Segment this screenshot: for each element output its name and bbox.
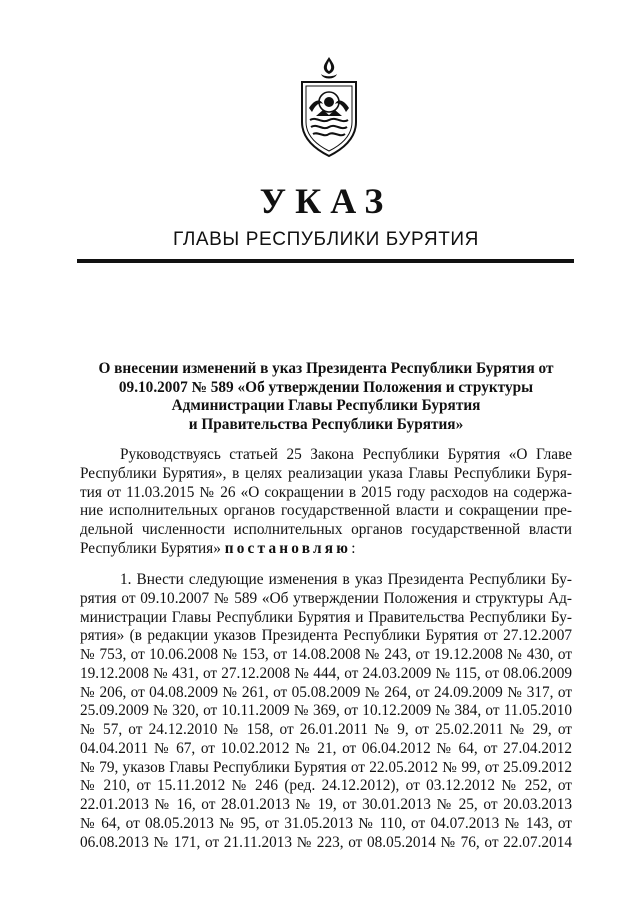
text-line: № 210, от 15.11.2012 № 246 (ред. 24.12.2012), от 03.12.2012 № 252, от [80, 777, 572, 795]
title-line: Администрации Главы Республики Бурятия [171, 397, 481, 414]
text-line: № 206, от 04.08.2009 № 261, от 05.08.2009 № 264, от 24.09.2009 № 317, от [80, 683, 572, 701]
text-fragment: Республики Бурятия» [80, 539, 221, 557]
text-line: рятия от 09.10.2007 № 589 «Об утверждении Положения и структуры Ад- [80, 589, 572, 607]
text-line: министрации Главы Республики Бурятия и Правительства Республики Бу- [80, 608, 572, 626]
text-line: 04.04.2011 № 67, от 10.02.2012 № 21, от 06.04.2012 № 64, от 27.04.2012 [80, 739, 572, 757]
preamble-paragraph [80, 446, 572, 559]
text-line: 06.08.2013 № 171, от 21.11.2013 № 223, от 08.05.2014 № 76, от 22.07.2014 [80, 833, 572, 851]
text-line: Руководствуясь статьей 25 Закона Республики Бурятия «О Главе [120, 446, 572, 463]
document-type: УКАЗ [259, 181, 393, 221]
text-line: № 753, от 10.06.2008 № 153, от 14.08.2008 № 243, от 19.12.2008 № 430, от [80, 646, 572, 663]
document-issuer: ГЛАВЫ РЕСПУБЛИКИ БУРЯТИЯ [173, 229, 479, 250]
text-line: ние исполнительных органов государственной власти и сокращении пре- [80, 502, 572, 520]
text-line: 22.01.2013 № 16, от 28.01.2013 № 19, от 30.01.2013 № 25, от 20.03.2013 [80, 796, 572, 813]
coat-of-arms-emblem [296, 56, 362, 158]
text-line: 1. Внести следующие изменения в указ Президента Республики Бу- [120, 571, 572, 588]
text-line [80, 540, 572, 559]
resolution-keyword: постановляю [224, 539, 352, 557]
text-line: Республики Бурятия», в целях реализации указа Главы Республики Буря- [80, 464, 572, 482]
text-line: 25.09.2009 № 320, от 10.11.2009 № 369, от 10.12.2009 № 384, от 11.05.2010 [80, 702, 572, 720]
text-fragment: : [351, 539, 356, 557]
text-line: 19.12.2008 № 431, от 27.12.2008 № 444, от 24.03.2009 № 115, от 08.06.2009 [80, 664, 572, 682]
text-line: № 79, указов Главы Республики Бурятия от 22.05.2012 № 99, от 25.09.2012 [80, 758, 572, 776]
text-line: № 57, от 24.12.2010 № 158, от 26.01.2011 № 9, от 25.02.2011 № 29, от [80, 721, 572, 738]
title-line: и Правительства Республики Бурятия» [188, 415, 464, 433]
item-1-paragraph [80, 571, 572, 852]
text-line: дельной численности исполнительных органов государственной власти [80, 521, 572, 538]
text-line: тия от 11.03.2015 № 26 «О сокращении в 2015 году расходов на содержа- [80, 483, 572, 501]
title-line: 09.10.2007 № 589 «Об утверждении Положения и структуры [118, 378, 534, 396]
text-line: № 64, от 08.05.2013 № 95, от 31.05.2013 № 110, от 04.07.2013 № 143, от [80, 814, 572, 832]
header-divider [77, 259, 574, 263]
decree-title [78, 360, 574, 434]
text-line: рятия» (в редакции указов Президента Республики Бурятия от 27.12.2007 [80, 627, 572, 645]
title-line: О внесении изменений в указ Президента Республики Бурятия от [98, 360, 554, 377]
